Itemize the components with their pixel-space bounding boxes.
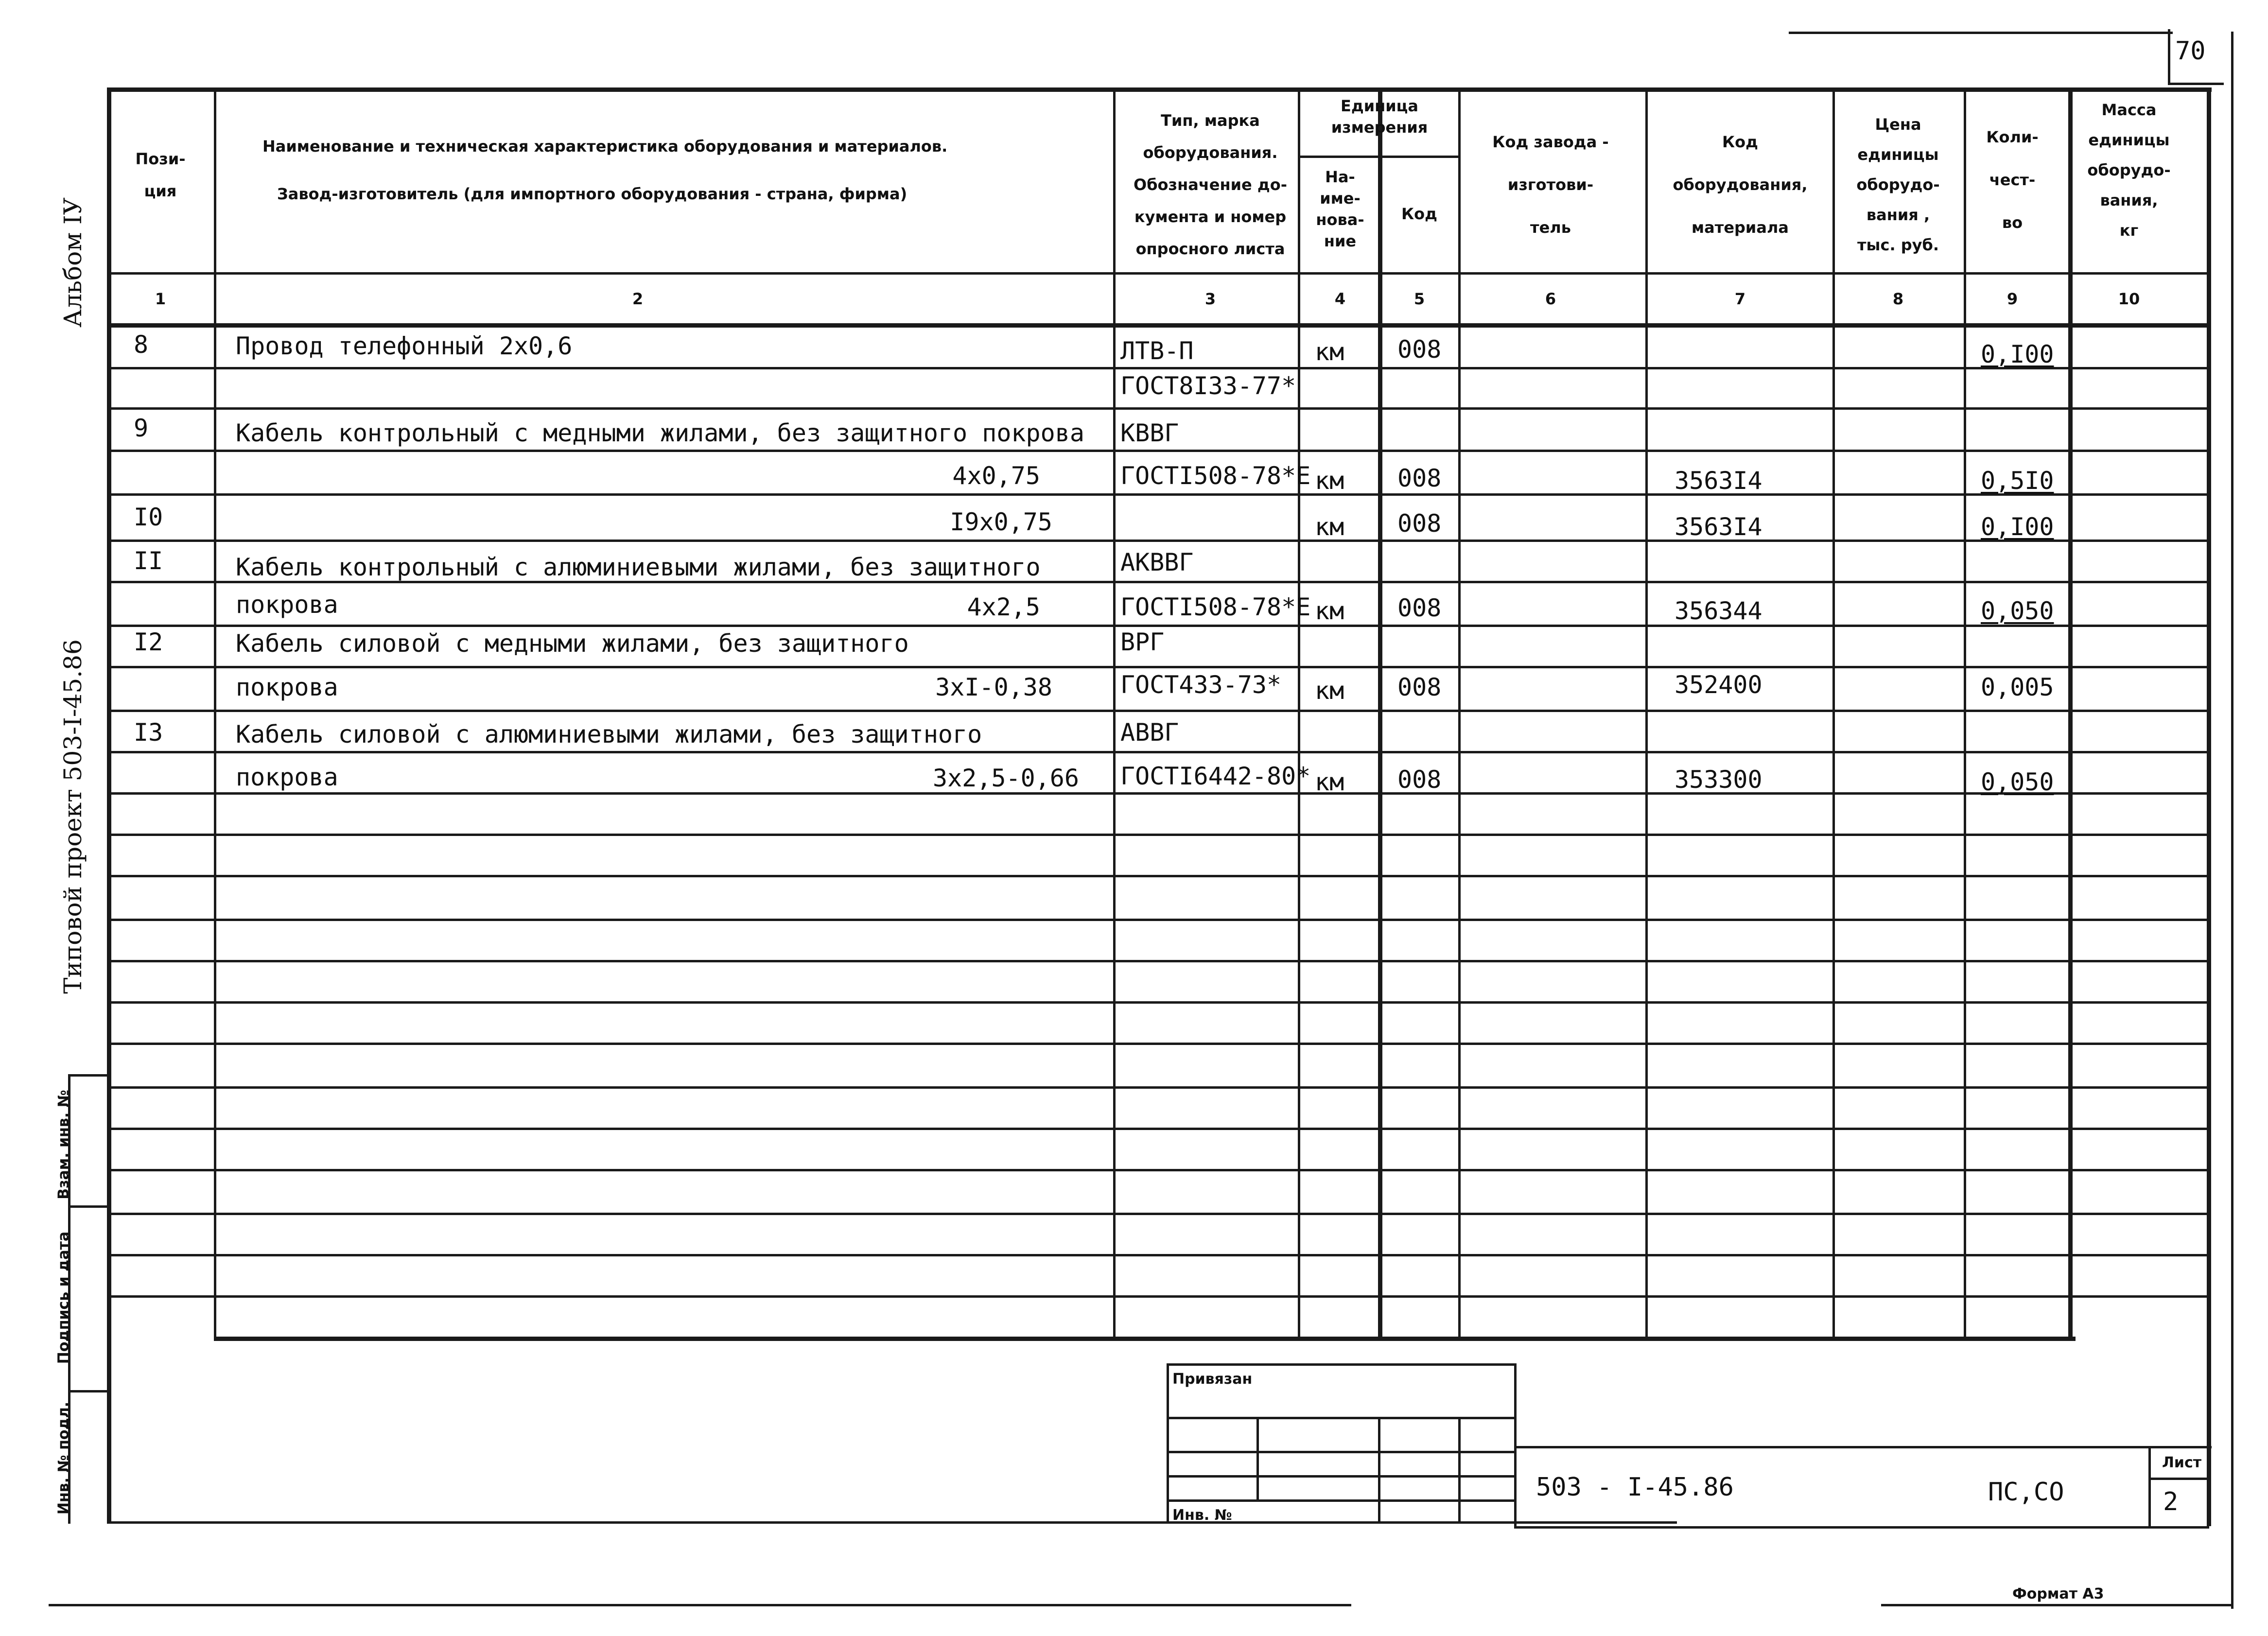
- grid-line: [107, 367, 2207, 369]
- album-label: Альбом IУ: [59, 197, 87, 328]
- row-name: покрова: [236, 763, 338, 791]
- grid-line: [1832, 87, 1835, 1339]
- row-unit: км: [1315, 513, 1344, 541]
- grid-line: [107, 493, 2207, 496]
- row-qty: 0,5I0: [1981, 467, 2054, 495]
- grid-line: [2068, 87, 2073, 1339]
- grid-line: [1113, 87, 1116, 1339]
- grid-line: [107, 710, 2207, 712]
- row-code: 008: [1397, 464, 1442, 492]
- col-number-10: 10: [2118, 290, 2140, 308]
- row-type: АВВГ: [1120, 718, 1179, 747]
- grid-line: [107, 792, 2207, 795]
- grid-line: [1645, 87, 1648, 1339]
- page-number: 70: [2175, 36, 2206, 66]
- row-name: Кабель контрольный с медными жилами, без защитного покрова: [236, 419, 1084, 447]
- row-qty: 0,005: [1981, 673, 2054, 701]
- row-unit: км: [1315, 467, 1344, 495]
- row-name: покрова: [236, 673, 338, 701]
- col-number-4: 4: [1334, 290, 1346, 308]
- grid-line: [1167, 1363, 1517, 1366]
- row-type: АКВВГ: [1120, 548, 1194, 576]
- grid-line: [1378, 1417, 1380, 1524]
- section-code: ПС,СО: [1988, 1478, 2064, 1507]
- row-eq-code: 3563I4: [1675, 467, 1762, 495]
- row-qty: 0,I00: [1981, 513, 2054, 541]
- header-unit-code: Код: [1401, 205, 1437, 223]
- row-size: I9х0,75: [950, 508, 1052, 536]
- grid-line: [1458, 1417, 1461, 1524]
- row-unit: км: [1315, 677, 1344, 705]
- row-name: Кабель контрольный с алюминиевыми жилами, без защитного: [236, 553, 1041, 581]
- grid-line: [107, 87, 2212, 92]
- row-name: Кабель силовой с алюминиевыми жилами, без защитного: [236, 720, 982, 748]
- grid-line: [107, 272, 2207, 275]
- col-number-8: 8: [1892, 290, 1904, 308]
- grid-line: [107, 919, 2207, 921]
- grid-line: [1298, 87, 1300, 1339]
- header-maker-code: Код завода - изготови- тель: [1492, 133, 1609, 237]
- row-eq-code: 356344: [1675, 597, 1762, 625]
- row-pos: II: [134, 547, 163, 575]
- grid-line: [107, 625, 2207, 627]
- grid-line: [214, 87, 216, 1339]
- row-name: Кабель силовой с медными жилами, без защитного: [236, 629, 909, 658]
- header-type: Тип, марка оборудования. Обозначение до- кумента и номер опросного листа: [1134, 111, 1287, 258]
- grid-line: [107, 1295, 2207, 1298]
- row-pos: I2: [134, 628, 163, 656]
- col-number-3: 3: [1204, 290, 1216, 308]
- grid-line: [2148, 1446, 2151, 1529]
- podpis-data-label: Подпись и дата: [55, 1231, 72, 1364]
- format-label: Формат А3: [2012, 1585, 2104, 1602]
- grid-line: [107, 751, 2207, 753]
- grid-line: [1964, 87, 1966, 1339]
- row-eq-code: 352400: [1675, 671, 1762, 699]
- grid-line: [107, 1086, 2207, 1089]
- inv-podl-label: Инв. № подл.: [55, 1401, 72, 1515]
- grid-line: [1458, 87, 1461, 1339]
- row-type: ВРГ: [1120, 628, 1165, 656]
- sheet-number: 2: [2163, 1487, 2179, 1516]
- inv-no-label: Инв. №: [1172, 1507, 1232, 1524]
- col-number-2: 2: [632, 290, 644, 308]
- header-unit-group: Единица измерения: [1331, 97, 1428, 137]
- row-type: ЛТВ-П: [1120, 337, 1194, 365]
- row-name: покрова: [236, 591, 338, 619]
- project-label: Типовой проект 503-I-45.86: [59, 639, 87, 994]
- row-pos: I3: [134, 718, 163, 747]
- grid-line: [68, 1074, 107, 1077]
- row-eq-code: 3563I4: [1675, 513, 1762, 541]
- grid-line: [107, 1254, 2207, 1256]
- header-name-line-2: Завод-изготовитель (для импортного оборудования - страна, фирма): [277, 185, 907, 203]
- grid-line: [1514, 1526, 2209, 1529]
- row-type: ГОСТ8I33-77*: [1120, 372, 1296, 400]
- row-pos: 8: [134, 331, 149, 359]
- row-eq-code: 353300: [1675, 766, 1762, 794]
- grid-line: [1167, 1417, 1517, 1419]
- row-code: 008: [1397, 335, 1442, 364]
- grid-line: [107, 1043, 2207, 1045]
- col-number-1: 1: [155, 290, 166, 308]
- grid-line: [107, 1521, 1677, 1524]
- row-qty: 0,050: [1981, 597, 2054, 625]
- grid-line: [1167, 1451, 1517, 1453]
- grid-line: [107, 875, 2207, 877]
- row-qty: 0,I00: [1981, 340, 2054, 368]
- grid-line: [1881, 1604, 2231, 1606]
- grid-line: [68, 1390, 107, 1392]
- grid-line: [214, 1337, 2076, 1341]
- row-pos: I0: [134, 503, 163, 531]
- row-pos: 9: [134, 414, 149, 442]
- privyazan-label: Привязан: [1172, 1371, 1253, 1388]
- row-code: 008: [1397, 509, 1442, 538]
- row-size: 3хI-0,38: [935, 673, 1052, 701]
- document-code: 503 - I-45.86: [1536, 1473, 1734, 1502]
- row-size: 4х2,5: [967, 593, 1040, 621]
- grid-line: [1789, 32, 2173, 34]
- grid-line: [107, 540, 2207, 542]
- col-number-7: 7: [1734, 290, 1746, 308]
- header-eq-code: Код оборудования, материала: [1673, 133, 1808, 237]
- grid-line: [107, 407, 2207, 410]
- grid-line: [1167, 1475, 1517, 1478]
- row-type: ГОСТI508-78*Е: [1120, 462, 1311, 490]
- header-qty: Коли- чест- во: [1986, 128, 2039, 232]
- header-price: Цена единицы оборудо- вания , тыс. руб.: [1856, 115, 1940, 254]
- grid-line: [107, 666, 2207, 668]
- grid-line: [1514, 1446, 2212, 1448]
- row-type: КВВГ: [1120, 419, 1179, 447]
- grid-line: [1378, 87, 1382, 1339]
- grid-line: [68, 1205, 107, 1208]
- row-size: 4х0,75: [952, 462, 1040, 490]
- row-unit: км: [1315, 597, 1344, 625]
- row-type: ГОСТI508-78*Е: [1120, 593, 1311, 621]
- row-code: 008: [1397, 673, 1442, 701]
- header-name-line-1: Наименование и техническая характеристика оборудования и материалов.: [262, 137, 948, 156]
- grid-line: [107, 450, 2207, 452]
- col-number-5: 5: [1413, 290, 1425, 308]
- grid-line: [107, 1169, 2207, 1171]
- row-type: ГОСТI6442-80*: [1120, 762, 1311, 790]
- grid-line: [2231, 32, 2233, 1609]
- grid-line: [1256, 1417, 1259, 1499]
- row-unit: км: [1315, 768, 1344, 796]
- header-unit-name: На- име- нова- ние: [1316, 168, 1364, 250]
- row-code: 008: [1397, 594, 1442, 622]
- header-mass: Масса единицы оборудо- вания, кг: [2087, 101, 2171, 240]
- grid-line: [107, 323, 2207, 328]
- grid-line: [1167, 1499, 1517, 1502]
- grid-line: [107, 87, 111, 1524]
- row-type: ГОСТ433-73*: [1120, 671, 1282, 699]
- row-size: 3х2,5-0,66: [932, 764, 1079, 792]
- row-qty: 0,050: [1981, 768, 2054, 796]
- grid-line: [2148, 1478, 2209, 1480]
- sheet-label: Лист: [2162, 1454, 2202, 1471]
- grid-line: [107, 1001, 2207, 1004]
- header-pos: Пози- ция: [135, 150, 186, 200]
- row-code: 008: [1397, 766, 1442, 794]
- grid-line: [107, 834, 2207, 836]
- grid-line: [49, 1604, 1351, 1606]
- grid-line: [107, 960, 2207, 962]
- col-number-6: 6: [1545, 290, 1556, 308]
- row-unit: км: [1315, 338, 1344, 366]
- row-name: Провод телефонный 2х0,6: [236, 332, 573, 360]
- vzam-inv-label: Взам. инв. №: [55, 1090, 72, 1200]
- grid-line: [107, 1213, 2207, 1215]
- grid-line: [2207, 87, 2211, 1526]
- col-number-9: 9: [2006, 290, 2018, 308]
- grid-line: [107, 1128, 2207, 1130]
